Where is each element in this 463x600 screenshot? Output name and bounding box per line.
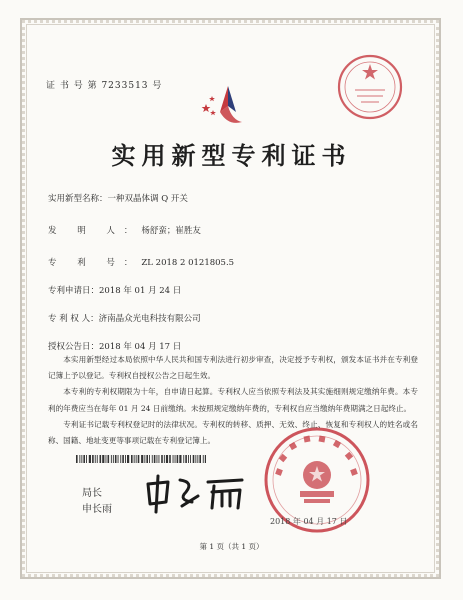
field-label: 专 利 号： [48, 258, 142, 268]
body-paragraph: 本实用新型经过本局依照中华人民共和国专利法进行初步审查，决定授予专利权，颁发本证书并在专利登记簿上予以登记。专利权自授权公告之日起生效。 [48, 355, 418, 381]
director-title: 局长 [82, 488, 102, 499]
director-name: 申长雨 [82, 504, 112, 515]
barcode [76, 455, 206, 463]
field-value: 济南晶众光电科技有限公司 [98, 314, 201, 324]
grant-date-row [48, 340, 181, 352]
inventor-row [48, 224, 201, 236]
certificate-title: 实用新型专利证书 [111, 141, 352, 170]
filing-date-row [48, 284, 181, 296]
field-value: 一种双晶体调 Q 开关 [107, 194, 188, 204]
body-paragraph: 本专利的专利权期限为十年，自申请日起算。专利权人应当依照专利法及其实施细则规定缴纳年费。本专利的年费应当在每年 01 月 24 日前缴纳。未按照规定缴纳年费的，专利权自应当缴纳年费期满之日起终止。 [48, 387, 418, 413]
field-label: 授权公告日： [48, 342, 100, 352]
body-paragraph: 专利证书记载专利权登记时的法律状况。专利权的转移、质押、无效、终止、恢复和专利权人的姓名或名称、国籍、地址变更等事项记载在专利登记簿上。 [48, 419, 418, 446]
field-value: 杨舒蛮；崔胜友 [141, 226, 201, 236]
field-value: 2018 年 01 月 24 日 [99, 286, 182, 296]
field-value: 2018 年 04 月 17 日 [99, 342, 182, 352]
seal-date: 2018 年 04 月 17 日 [270, 517, 348, 526]
registration-seal-icon [335, 52, 405, 122]
director-signature [142, 472, 252, 514]
utility-model-name-row [48, 192, 188, 204]
page-footer: 第 1 页（共 1 页） [199, 542, 264, 551]
field-label: 发 明 人： [48, 226, 142, 236]
patentee-row [48, 312, 201, 324]
patent-number-row [48, 256, 234, 268]
field-label: 实用新型名称： [48, 194, 108, 204]
field-value: ZL 2018 2 0121805.5 [141, 258, 235, 268]
patent-office-logo-icon [198, 82, 258, 132]
field-label: 专利申请日： [48, 286, 100, 296]
field-label: 专 利 权 人： [48, 314, 99, 324]
certificate-number: 证 书 号 第 7233513 号 [46, 81, 163, 91]
